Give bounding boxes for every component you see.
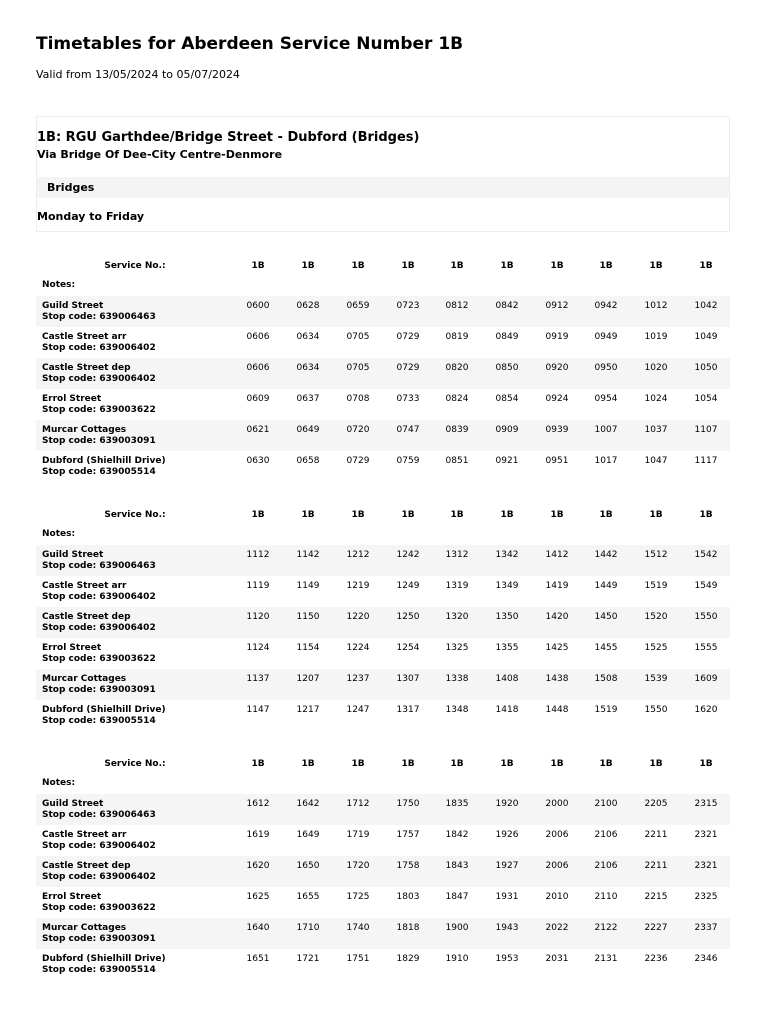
departure-time-cell: 1712: [346, 799, 370, 809]
departure-time-cell: 0812: [445, 301, 469, 311]
departure-time-cell: 0759: [396, 456, 420, 466]
departure-time-cell: 1750: [396, 799, 420, 809]
departure-time-cell: 1455: [594, 643, 618, 653]
departure-time-cell: 1757: [396, 830, 420, 840]
departure-time-cell: 0600: [246, 301, 270, 311]
departure-time-cell: 0705: [346, 363, 370, 373]
days-of-operation: Monday to Friday: [37, 210, 145, 223]
departure-time-cell: 0949: [594, 332, 618, 342]
departure-time-cell: 1612: [246, 799, 270, 809]
departure-time-cell: 1019: [644, 332, 668, 342]
departure-time-cell: 1319: [445, 581, 469, 591]
stop-code: Stop code: 639003622: [42, 903, 156, 913]
departure-time-cell: 2022: [545, 923, 569, 933]
departure-time-cell: 0850: [495, 363, 519, 373]
departure-time-cell: 1017: [594, 456, 618, 466]
departure-time-cell: 1555: [694, 643, 718, 653]
departure-time-cell: 2110: [594, 892, 618, 902]
departure-time-cell: 2215: [644, 892, 668, 902]
departure-time-cell: 1642: [296, 799, 320, 809]
departure-time-cell: 1442: [594, 550, 618, 560]
departure-time-cell: 1207: [296, 674, 320, 684]
stop-row: [36, 794, 730, 825]
departure-time-cell: 0920: [545, 363, 569, 373]
service-number-row: [36, 754, 730, 774]
departure-time-cell: 0950: [594, 363, 618, 373]
departure-time-cell: 0609: [246, 394, 270, 404]
departure-time-cell: 1829: [396, 954, 420, 964]
departure-time-cell: 1150: [296, 612, 320, 622]
departure-time-cell: 1325: [445, 643, 469, 653]
departure-time-cell: 0606: [246, 332, 270, 342]
stop-code: Stop code: 639006463: [42, 561, 156, 571]
service-number-cell: 1B: [649, 261, 663, 271]
stop-row: [36, 638, 730, 669]
departure-time-cell: 1835: [445, 799, 469, 809]
departure-time-cell: 1220: [346, 612, 370, 622]
stop-name: Murcar Cottages: [42, 425, 127, 435]
stop-code: Stop code: 639006402: [42, 592, 156, 602]
departure-time-cell: 1312: [445, 550, 469, 560]
departure-time-cell: 1117: [694, 456, 718, 466]
departure-time-cell: 1042: [694, 301, 718, 311]
departure-time-cell: 1927: [495, 861, 519, 871]
departure-time-cell: 0637: [296, 394, 320, 404]
service-number-cell: 1B: [450, 759, 464, 769]
stop-name: Murcar Cottages: [42, 674, 127, 684]
service-number-cell: 1B: [699, 261, 713, 271]
departure-time-cell: 0630: [246, 456, 270, 466]
departure-time-cell: 0705: [346, 332, 370, 342]
departure-time-cell: 0854: [495, 394, 519, 404]
departure-time-cell: 1217: [296, 705, 320, 715]
departure-time-cell: 1539: [644, 674, 668, 684]
departure-time-cell: 2131: [594, 954, 618, 964]
stop-code: Stop code: 639005514: [42, 965, 156, 975]
service-number-cell: 1B: [401, 510, 415, 520]
departure-time-cell: 2010: [545, 892, 569, 902]
service-number-cell: 1B: [251, 759, 265, 769]
departure-time-cell: 1710: [296, 923, 320, 933]
departure-time-cell: 1047: [644, 456, 668, 466]
departure-time-cell: 1024: [644, 394, 668, 404]
service-number-cell: 1B: [301, 261, 315, 271]
stop-name: Dubford (Shielhill Drive): [42, 705, 166, 715]
departure-time-cell: 0924: [545, 394, 569, 404]
departure-time-cell: 1112: [246, 550, 270, 560]
departure-time-cell: 0951: [545, 456, 569, 466]
departure-time-cell: 0733: [396, 394, 420, 404]
departure-time-cell: 0824: [445, 394, 469, 404]
departure-time-cell: 0634: [296, 363, 320, 373]
departure-time-cell: 1720: [346, 861, 370, 871]
departure-time-cell: 0839: [445, 425, 469, 435]
departure-time-cell: 0621: [246, 425, 270, 435]
departure-time-cell: 1519: [644, 581, 668, 591]
departure-time-cell: 1651: [246, 954, 270, 964]
service-number-cell: 1B: [351, 261, 365, 271]
departure-time-cell: 1640: [246, 923, 270, 933]
stop-name: Castle Street dep: [42, 861, 131, 871]
departure-time-cell: 1818: [396, 923, 420, 933]
stop-code: Stop code: 639003091: [42, 934, 156, 944]
stop-row: [36, 296, 730, 327]
departure-time-cell: 1655: [296, 892, 320, 902]
departure-time-cell: 0729: [396, 363, 420, 373]
stop-row: [36, 887, 730, 918]
departure-time-cell: 1348: [445, 705, 469, 715]
service-number-cell: 1B: [351, 510, 365, 520]
service-number-cell: 1B: [649, 510, 663, 520]
page-title: Timetables for Aberdeen Service Number 1B: [36, 34, 464, 54]
stop-name: Errol Street: [42, 394, 102, 404]
service-number-cell: 1B: [599, 510, 613, 520]
departure-time-cell: 0628: [296, 301, 320, 311]
departure-time-cell: 0954: [594, 394, 618, 404]
departure-time-cell: 1926: [495, 830, 519, 840]
departure-time-cell: 0849: [495, 332, 519, 342]
departure-time-cell: 2205: [644, 799, 668, 809]
departure-time-cell: 1525: [644, 643, 668, 653]
service-number-cell: 1B: [699, 759, 713, 769]
stop-name: Guild Street: [42, 550, 104, 560]
departure-time-cell: 2006: [545, 830, 569, 840]
route-title: 1B: RGU Garthdee/Bridge Street - Dubford (Bridges): [37, 130, 420, 145]
departure-time-cell: 1550: [644, 705, 668, 715]
validity-period: Valid from 13/05/2024 to 05/07/2024: [36, 68, 240, 81]
departure-time-cell: 0819: [445, 332, 469, 342]
departure-time-cell: 1448: [545, 705, 569, 715]
service-number-cell: 1B: [649, 759, 663, 769]
departure-time-cell: 1050: [694, 363, 718, 373]
stop-code: Stop code: 639006463: [42, 312, 156, 322]
departure-time-cell: 1317: [396, 705, 420, 715]
departure-time-cell: 1719: [346, 830, 370, 840]
departure-time-cell: 1420: [545, 612, 569, 622]
service-number-cell: 1B: [599, 759, 613, 769]
departure-time-cell: 2106: [594, 830, 618, 840]
notes-row: [36, 525, 730, 545]
stop-row: [36, 576, 730, 607]
stop-row: [36, 949, 730, 980]
departure-time-cell: 1620: [246, 861, 270, 871]
departure-time-cell: 1620: [694, 705, 718, 715]
stop-code: Stop code: 639006402: [42, 343, 156, 353]
departure-time-cell: 0942: [594, 301, 618, 311]
departure-time-cell: 2346: [694, 954, 718, 964]
departure-time-cell: 2006: [545, 861, 569, 871]
departure-time-cell: 1147: [246, 705, 270, 715]
service-number-cell: 1B: [301, 510, 315, 520]
departure-time-cell: 1250: [396, 612, 420, 622]
departure-time-cell: 1320: [445, 612, 469, 622]
departure-time-cell: 1520: [644, 612, 668, 622]
departure-time-cell: 1338: [445, 674, 469, 684]
departure-time-cell: 2321: [694, 830, 718, 840]
stop-row: [36, 856, 730, 887]
departure-time-cell: 2325: [694, 892, 718, 902]
service-no-label: Service No.:: [104, 261, 166, 271]
service-number-row: [36, 505, 730, 525]
service-number-cell: 1B: [699, 510, 713, 520]
service-number-cell: 1B: [251, 510, 265, 520]
service-number-cell: 1B: [450, 510, 464, 520]
stop-name: Castle Street dep: [42, 612, 131, 622]
departure-time-cell: 1107: [694, 425, 718, 435]
stop-name: Guild Street: [42, 301, 104, 311]
departure-time-cell: 1512: [644, 550, 668, 560]
departure-time-cell: 0820: [445, 363, 469, 373]
departure-time-cell: 1037: [644, 425, 668, 435]
departure-time-cell: 1349: [495, 581, 519, 591]
stop-row: [36, 545, 730, 576]
route-info-box: [36, 116, 730, 232]
departure-time-cell: 2315: [694, 799, 718, 809]
departure-time-cell: 1609: [694, 674, 718, 684]
departure-time-cell: 2106: [594, 861, 618, 871]
stop-row: [36, 825, 730, 856]
departure-time-cell: 0658: [296, 456, 320, 466]
stop-code: Stop code: 639006402: [42, 841, 156, 851]
departure-time-cell: 2000: [545, 799, 569, 809]
stop-code: Stop code: 639006402: [42, 872, 156, 882]
departure-time-cell: 1154: [296, 643, 320, 653]
departure-time-cell: 1725: [346, 892, 370, 902]
departure-time-cell: 1519: [594, 705, 618, 715]
service-number-cell: 1B: [351, 759, 365, 769]
departure-time-cell: 2236: [644, 954, 668, 964]
stop-row: [36, 389, 730, 420]
departure-time-cell: 1842: [445, 830, 469, 840]
stop-row: [36, 918, 730, 949]
notes-label: Notes:: [42, 529, 76, 539]
departure-time-cell: 1425: [545, 643, 569, 653]
stop-code: Stop code: 639003622: [42, 405, 156, 415]
departure-time-cell: 1342: [495, 550, 519, 560]
departure-time-cell: 1550: [694, 612, 718, 622]
stop-row: [36, 669, 730, 700]
stop-code: Stop code: 639005514: [42, 716, 156, 726]
departure-time-cell: 2031: [545, 954, 569, 964]
departure-time-cell: 1542: [694, 550, 718, 560]
departure-time-cell: 1412: [545, 550, 569, 560]
departure-time-cell: 1254: [396, 643, 420, 653]
departure-time-cell: 1212: [346, 550, 370, 560]
departure-time-cell: 1847: [445, 892, 469, 902]
departure-time-cell: 1007: [594, 425, 618, 435]
departure-time-cell: 0919: [545, 332, 569, 342]
service-number-cell: 1B: [550, 759, 564, 769]
departure-time-cell: 0659: [346, 301, 370, 311]
departure-time-cell: 1012: [644, 301, 668, 311]
departure-time-cell: 1649: [296, 830, 320, 840]
stop-name: Errol Street: [42, 892, 102, 902]
departure-time-cell: 1237: [346, 674, 370, 684]
departure-time-cell: 1953: [495, 954, 519, 964]
departure-time-cell: 0606: [246, 363, 270, 373]
stop-name: Castle Street arr: [42, 581, 127, 591]
departure-time-cell: 1350: [495, 612, 519, 622]
departure-time-cell: 1751: [346, 954, 370, 964]
stop-name: Castle Street arr: [42, 332, 127, 342]
departure-time-cell: 2337: [694, 923, 718, 933]
departure-time-cell: 2211: [644, 861, 668, 871]
departure-time-cell: 1249: [396, 581, 420, 591]
departure-time-cell: 1247: [346, 705, 370, 715]
departure-time-cell: 1920: [495, 799, 519, 809]
departure-time-cell: 0909: [495, 425, 519, 435]
service-number-cell: 1B: [450, 261, 464, 271]
departure-time-cell: 1931: [495, 892, 519, 902]
stop-row: [36, 607, 730, 638]
notes-label: Notes:: [42, 778, 76, 788]
service-number-cell: 1B: [401, 261, 415, 271]
service-number-cell: 1B: [500, 510, 514, 520]
departure-time-cell: 1450: [594, 612, 618, 622]
stop-code: Stop code: 639003091: [42, 436, 156, 446]
stop-code: Stop code: 639005514: [42, 467, 156, 477]
departure-time-cell: 2122: [594, 923, 618, 933]
stop-name: Castle Street dep: [42, 363, 131, 373]
departure-time-cell: 0729: [346, 456, 370, 466]
departure-time-cell: 1020: [644, 363, 668, 373]
stop-code: Stop code: 639006463: [42, 810, 156, 820]
stop-row: [36, 358, 730, 389]
stop-name: Dubford (Shielhill Drive): [42, 954, 166, 964]
stop-name: Guild Street: [42, 799, 104, 809]
departure-time-cell: 1124: [246, 643, 270, 653]
departure-time-cell: 0912: [545, 301, 569, 311]
service-number-cell: 1B: [401, 759, 415, 769]
departure-time-cell: 1721: [296, 954, 320, 964]
departure-time-cell: 1508: [594, 674, 618, 684]
departure-time-cell: 0939: [545, 425, 569, 435]
direction-heading: Bridges: [37, 177, 729, 198]
stop-row: [36, 420, 730, 451]
departure-time-cell: 1650: [296, 861, 320, 871]
departure-time-cell: 1119: [246, 581, 270, 591]
departure-time-cell: 1049: [694, 332, 718, 342]
departure-time-cell: 0634: [296, 332, 320, 342]
route-via: Via Bridge Of Dee-City Centre-Denmore: [37, 148, 283, 161]
stop-code: Stop code: 639003622: [42, 654, 156, 664]
stop-row: [36, 327, 730, 358]
departure-time-cell: 1242: [396, 550, 420, 560]
departure-time-cell: 1120: [246, 612, 270, 622]
departure-time-cell: 1449: [594, 581, 618, 591]
departure-time-cell: 1142: [296, 550, 320, 560]
notes-row: [36, 774, 730, 794]
departure-time-cell: 2211: [644, 830, 668, 840]
service-no-label: Service No.:: [104, 759, 166, 769]
departure-time-cell: 0921: [495, 456, 519, 466]
departure-time-cell: 0708: [346, 394, 370, 404]
service-number-cell: 1B: [550, 261, 564, 271]
stop-row: [36, 451, 730, 482]
departure-time-cell: 1843: [445, 861, 469, 871]
stop-code: Stop code: 639003091: [42, 685, 156, 695]
stop-name: Dubford (Shielhill Drive): [42, 456, 166, 466]
departure-time-cell: 1549: [694, 581, 718, 591]
departure-time-cell: 1355: [495, 643, 519, 653]
stop-code: Stop code: 639006402: [42, 374, 156, 384]
departure-time-cell: 1418: [495, 705, 519, 715]
departure-time-cell: 1803: [396, 892, 420, 902]
departure-time-cell: 1619: [246, 830, 270, 840]
stop-name: Murcar Cottages: [42, 923, 127, 933]
service-number-cell: 1B: [500, 261, 514, 271]
departure-time-cell: 1625: [246, 892, 270, 902]
departure-time-cell: 1224: [346, 643, 370, 653]
departure-time-cell: 1149: [296, 581, 320, 591]
departure-time-cell: 1137: [246, 674, 270, 684]
service-number-cell: 1B: [301, 759, 315, 769]
departure-time-cell: 1419: [545, 581, 569, 591]
departure-time-cell: 1910: [445, 954, 469, 964]
service-number-row: [36, 256, 730, 276]
departure-time-cell: 0851: [445, 456, 469, 466]
departure-time-cell: 1219: [346, 581, 370, 591]
departure-time-cell: 0723: [396, 301, 420, 311]
departure-time-cell: 1740: [346, 923, 370, 933]
service-number-cell: 1B: [550, 510, 564, 520]
notes-row: [36, 276, 730, 296]
stop-row: [36, 700, 730, 731]
departure-time-cell: 1408: [495, 674, 519, 684]
departure-time-cell: 2321: [694, 861, 718, 871]
departure-time-cell: 0649: [296, 425, 320, 435]
departure-time-cell: 1900: [445, 923, 469, 933]
departure-time-cell: 1438: [545, 674, 569, 684]
service-number-cell: 1B: [500, 759, 514, 769]
departure-time-cell: 1758: [396, 861, 420, 871]
departure-time-cell: 0747: [396, 425, 420, 435]
stop-name: Castle Street arr: [42, 830, 127, 840]
departure-time-cell: 2100: [594, 799, 618, 809]
departure-time-cell: 0720: [346, 425, 370, 435]
departure-time-cell: 0729: [396, 332, 420, 342]
stop-code: Stop code: 639006402: [42, 623, 156, 633]
notes-label: Notes:: [42, 280, 76, 290]
service-number-cell: 1B: [599, 261, 613, 271]
departure-time-cell: 1943: [495, 923, 519, 933]
service-no-label: Service No.:: [104, 510, 166, 520]
departure-time-cell: 0842: [495, 301, 519, 311]
departure-time-cell: 1054: [694, 394, 718, 404]
stop-name: Errol Street: [42, 643, 102, 653]
departure-time-cell: 2227: [644, 923, 668, 933]
service-number-cell: 1B: [251, 261, 265, 271]
departure-time-cell: 1307: [396, 674, 420, 684]
